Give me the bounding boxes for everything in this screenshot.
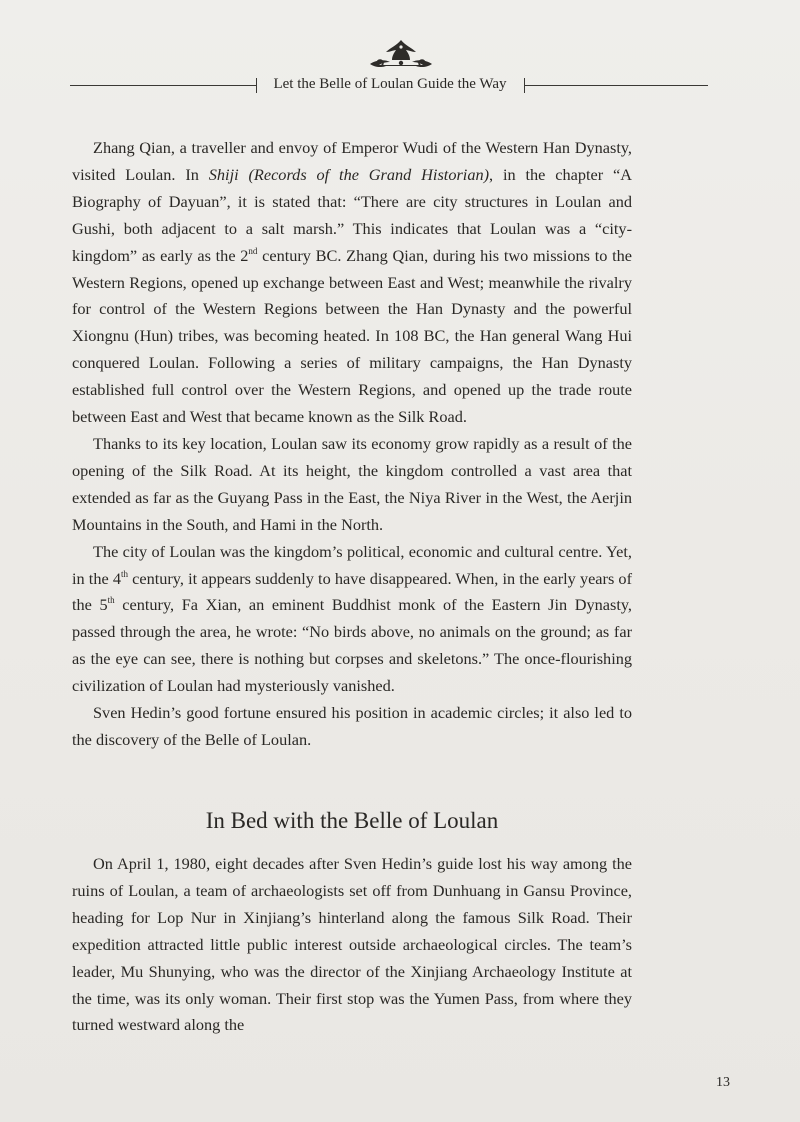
paragraph: Sven Hedin’s good fortune ensured his position in academic circles; it also led to the discovery of the Belle of Loulan. bbox=[72, 703, 632, 749]
paragraph: On April 1, 1980, eight decades after Sven Hedin’s guide lost his way among the ruins of Loulan, a team of archaeologists set off from Dunhuang in Gansu Province, heading for Lop Nur in Xinjiang’s hinterland along the famous Silk Road. Their expedition attracted little public interest outside archaeological circles. The team’s leader, Mu Shunying, who was the director of the Xinjiang Archaeology Institute at the time, was its only woman. Their first stop was the Yumen Pass, from where they turned westward along the bbox=[72, 854, 632, 1035]
paragraph: Thanks to its key location, Loulan saw its economy grow rapidly as a result of the opening of the Silk Road. At its height, the kingdom controlled a vast area that extended as far as the Guyang Pass in the East, the Niya River in the West, the Aerjin Mountains in the South, and Hami in the North. bbox=[72, 433, 632, 534]
running-head: Let the Belle of Loulan Guide the Way bbox=[273, 76, 507, 92]
body-text bbox=[72, 135, 632, 754]
lotus-ornament-icon bbox=[366, 38, 436, 72]
section-body-text bbox=[72, 851, 632, 1039]
paragraph: The city of Loulan was the kingdom’s political, economic and cultural centre. Yet, in the 4th century, it appears suddenly to have disappeared. When, in the early years of the 5th century, Fa Xian, an eminent Buddhist monk of the Eastern Jin Dynasty, passed through the area, he wrote: “No birds above, no animals on the ground; as far as the eye can see, there is nothing but corpses and skeletons.” The once-flourishing civilization of Loulan had mysteriously vanished. bbox=[72, 541, 632, 696]
page-number: 13 bbox=[716, 1075, 730, 1090]
header-rule-right bbox=[524, 85, 708, 86]
ordinal-suffix: th bbox=[120, 568, 128, 579]
section-heading: In Bed with the Belle of Loulan bbox=[205, 808, 499, 833]
ordinal-suffix: nd bbox=[248, 245, 258, 256]
paragraph: Zhang Qian, a traveller and envoy of Emperor Wudi of the Western Han Dynasty, visited Loulan. In Shiji (Records of the Grand Historian), in the chapter “A Biography of Dayuan”, it is stated that: “There are city structures in Loulan and Gushi, both adjacent to a salt marsh.” This indicates that Loulan was a “city-kingdom” as early as the 2nd century BC. Zhang Qian, during his two missions to the Western Regions, opened up exchange between East and West; meanwhile the rivalry for control of the Western Regions between the Han Dynasty and the powerful Xiongnu (Hun) tribes, was becoming heated. In 108 BC, the Han general Wang Hui conquered Loulan. Following a series of military campaigns, the Han Dynasty established full control over the Western Regions, and opened up the trade route between East and West that became known as the Silk Road. bbox=[72, 138, 633, 427]
header-rule-left bbox=[70, 85, 256, 86]
ordinal-suffix: th bbox=[107, 595, 115, 606]
book-title: Shiji (Records of the Grand Historian) bbox=[208, 164, 490, 184]
header-tick-left bbox=[256, 78, 257, 93]
